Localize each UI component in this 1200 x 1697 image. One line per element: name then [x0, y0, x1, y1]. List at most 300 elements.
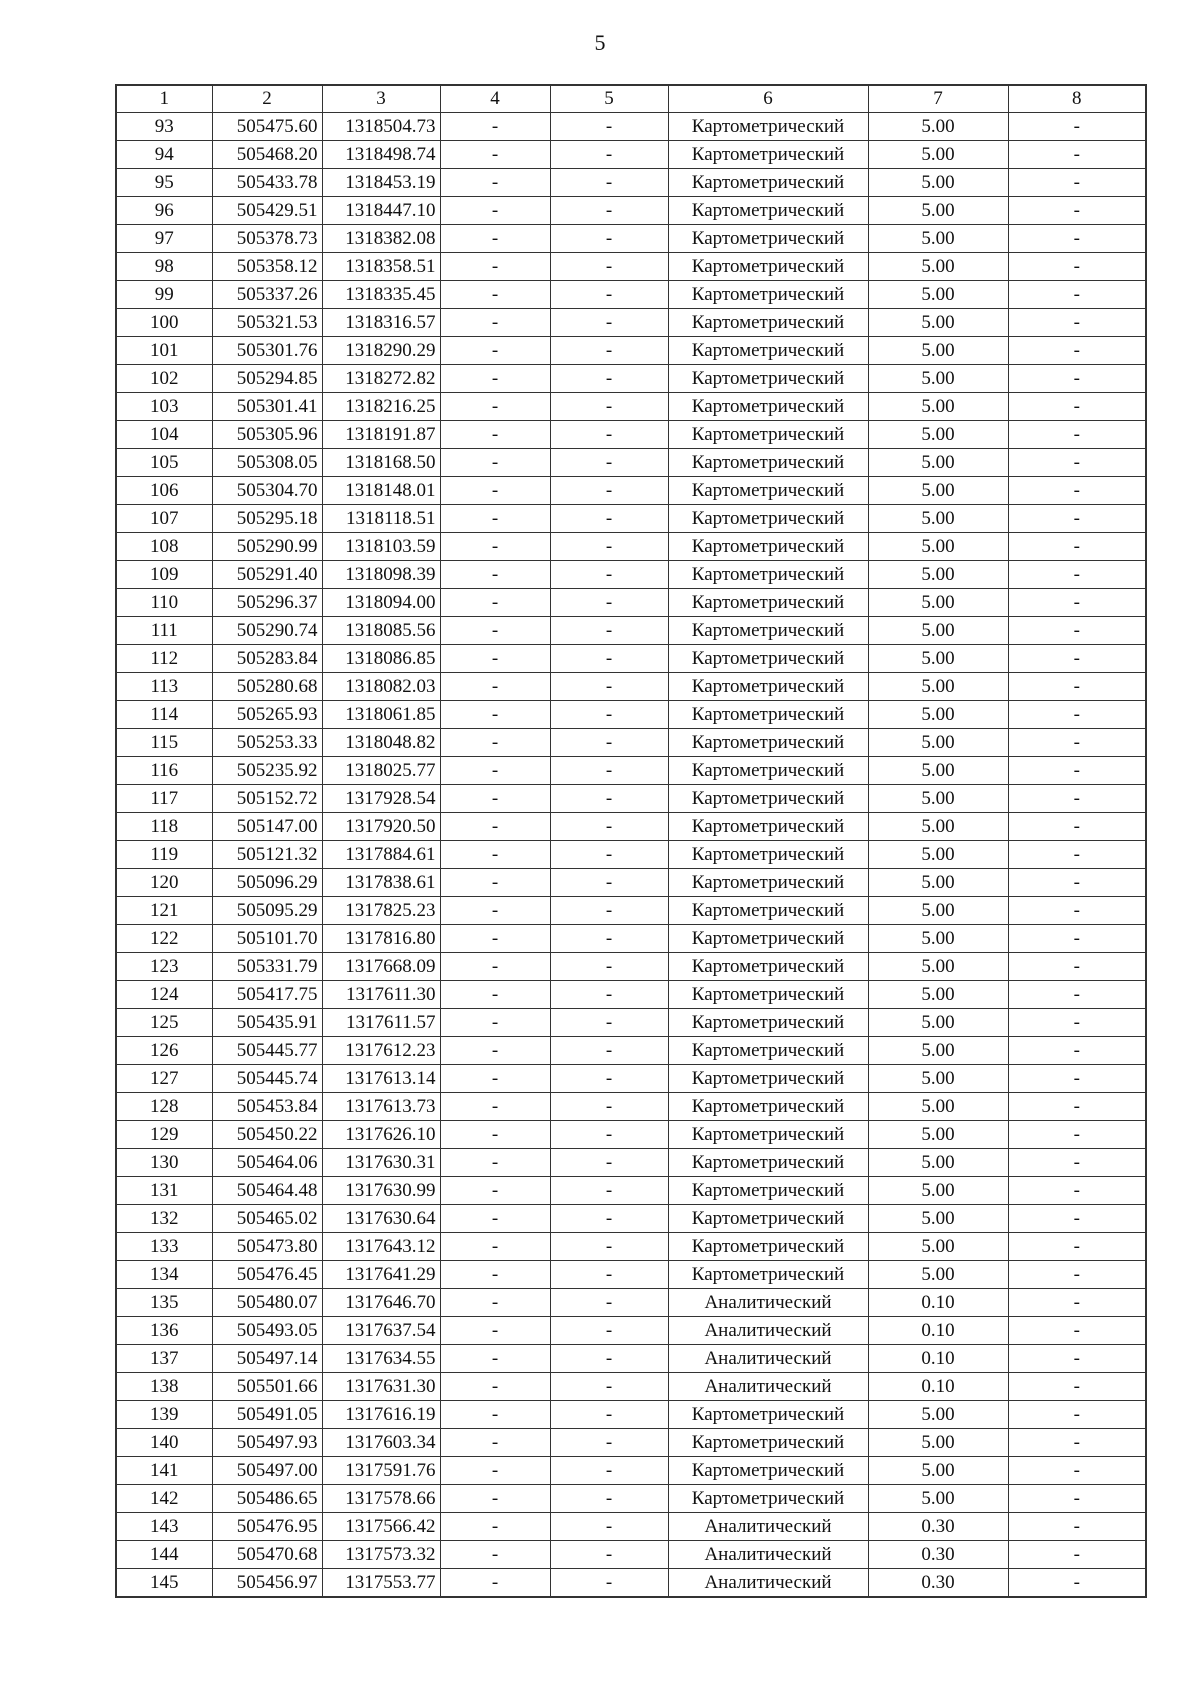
x-coordinate-cell: 505152.72	[212, 785, 322, 813]
point-number-cell: 127	[116, 1065, 212, 1093]
method-cell: Картометрический	[668, 1401, 868, 1429]
x-coordinate-cell: 505450.22	[212, 1121, 322, 1149]
method-cell: Аналитический	[668, 1541, 868, 1569]
point-number-cell: 112	[116, 645, 212, 673]
y-coordinate-cell: 1317630.64	[322, 1205, 440, 1233]
point-number-cell: 116	[116, 757, 212, 785]
method-cell: Картометрический	[668, 645, 868, 673]
accuracy-cell: 5.00	[868, 1093, 1008, 1121]
x-coordinate-cell: 505417.75	[212, 981, 322, 1009]
method-cell: Аналитический	[668, 1289, 868, 1317]
x-coordinate-cell: 505497.00	[212, 1457, 322, 1485]
x-coordinate-cell: 505308.05	[212, 449, 322, 477]
y-coordinate-cell: 1318025.77	[322, 757, 440, 785]
y-coordinate-cell: 1317613.14	[322, 1065, 440, 1093]
col4-cell: -	[440, 561, 550, 589]
col4-cell: -	[440, 729, 550, 757]
x-coordinate-cell: 505501.66	[212, 1373, 322, 1401]
table-row	[116, 533, 1146, 561]
x-coordinate-cell: 505476.95	[212, 1513, 322, 1541]
table-row	[116, 1541, 1146, 1569]
col8-cell: -	[1008, 1037, 1146, 1065]
col4-cell: -	[440, 1205, 550, 1233]
method-cell: Картометрический	[668, 309, 868, 337]
table-row	[116, 757, 1146, 785]
col8-cell: -	[1008, 617, 1146, 645]
y-coordinate-cell: 1318358.51	[322, 253, 440, 281]
method-cell: Картометрический	[668, 1233, 868, 1261]
col8-cell: -	[1008, 337, 1146, 365]
table-body	[116, 113, 1146, 1598]
method-cell: Картометрический	[668, 533, 868, 561]
point-number-cell: 142	[116, 1485, 212, 1513]
point-number-cell: 138	[116, 1373, 212, 1401]
col8-cell: -	[1008, 1457, 1146, 1485]
table-row	[116, 1569, 1146, 1598]
x-coordinate-cell: 505321.53	[212, 309, 322, 337]
x-coordinate-cell: 505294.85	[212, 365, 322, 393]
method-cell: Картометрический	[668, 785, 868, 813]
table-row	[116, 1037, 1146, 1065]
header-cell: 2	[212, 85, 322, 113]
y-coordinate-cell: 1318272.82	[322, 365, 440, 393]
y-coordinate-cell: 1318316.57	[322, 309, 440, 337]
col5-cell: -	[550, 1065, 668, 1093]
x-coordinate-cell: 505378.73	[212, 225, 322, 253]
point-number-cell: 110	[116, 589, 212, 617]
col4-cell: -	[440, 1373, 550, 1401]
y-coordinate-cell: 1317637.54	[322, 1317, 440, 1345]
col8-cell: -	[1008, 729, 1146, 757]
y-coordinate-cell: 1318191.87	[322, 421, 440, 449]
accuracy-cell: 5.00	[868, 309, 1008, 337]
accuracy-cell: 5.00	[868, 449, 1008, 477]
col5-cell: -	[550, 1569, 668, 1598]
col5-cell: -	[550, 1457, 668, 1485]
x-coordinate-cell: 505253.33	[212, 729, 322, 757]
y-coordinate-cell: 1317643.12	[322, 1233, 440, 1261]
y-coordinate-cell: 1317611.30	[322, 981, 440, 1009]
method-cell: Картометрический	[668, 701, 868, 729]
x-coordinate-cell: 505453.84	[212, 1093, 322, 1121]
col4-cell: -	[440, 1401, 550, 1429]
col4-cell: -	[440, 981, 550, 1009]
accuracy-cell: 5.00	[868, 869, 1008, 897]
y-coordinate-cell: 1318048.82	[322, 729, 440, 757]
coordinates-table	[115, 84, 1147, 1598]
y-coordinate-cell: 1317816.80	[322, 925, 440, 953]
method-cell: Картометрический	[668, 113, 868, 141]
table-row	[116, 673, 1146, 701]
method-cell: Картометрический	[668, 1177, 868, 1205]
col4-cell: -	[440, 869, 550, 897]
y-coordinate-cell: 1318382.08	[322, 225, 440, 253]
table-row	[116, 365, 1146, 393]
method-cell: Картометрический	[668, 281, 868, 309]
col5-cell: -	[550, 1233, 668, 1261]
col8-cell: -	[1008, 953, 1146, 981]
y-coordinate-cell: 1317825.23	[322, 897, 440, 925]
accuracy-cell: 5.00	[868, 365, 1008, 393]
col5-cell: -	[550, 197, 668, 225]
y-coordinate-cell: 1317616.19	[322, 1401, 440, 1429]
accuracy-cell: 5.00	[868, 169, 1008, 197]
col8-cell: -	[1008, 785, 1146, 813]
col5-cell: -	[550, 1009, 668, 1037]
col5-cell: -	[550, 309, 668, 337]
x-coordinate-cell: 505358.12	[212, 253, 322, 281]
y-coordinate-cell: 1318082.03	[322, 673, 440, 701]
header-cell: 7	[868, 85, 1008, 113]
col8-cell: -	[1008, 981, 1146, 1009]
accuracy-cell: 0.30	[868, 1541, 1008, 1569]
point-number-cell: 125	[116, 1009, 212, 1037]
table-row	[116, 169, 1146, 197]
point-number-cell: 99	[116, 281, 212, 309]
table-row	[116, 309, 1146, 337]
point-number-cell: 97	[116, 225, 212, 253]
method-cell: Картометрический	[668, 169, 868, 197]
point-number-cell: 135	[116, 1289, 212, 1317]
col4-cell: -	[440, 197, 550, 225]
accuracy-cell: 5.00	[868, 729, 1008, 757]
table-row	[116, 645, 1146, 673]
col8-cell: -	[1008, 1121, 1146, 1149]
col8-cell: -	[1008, 589, 1146, 617]
col5-cell: -	[550, 1485, 668, 1513]
y-coordinate-cell: 1317634.55	[322, 1345, 440, 1373]
method-cell: Картометрический	[668, 925, 868, 953]
col8-cell: -	[1008, 197, 1146, 225]
point-number-cell: 136	[116, 1317, 212, 1345]
table-row	[116, 1513, 1146, 1541]
accuracy-cell: 5.00	[868, 1065, 1008, 1093]
col5-cell: -	[550, 421, 668, 449]
col4-cell: -	[440, 1541, 550, 1569]
col8-cell: -	[1008, 897, 1146, 925]
col8-cell: -	[1008, 1065, 1146, 1093]
col4-cell: -	[440, 1513, 550, 1541]
col8-cell: -	[1008, 309, 1146, 337]
method-cell: Картометрический	[668, 1037, 868, 1065]
table-row	[116, 925, 1146, 953]
col8-cell: -	[1008, 1485, 1146, 1513]
x-coordinate-cell: 505121.32	[212, 841, 322, 869]
table-row	[116, 785, 1146, 813]
method-cell: Картометрический	[668, 1065, 868, 1093]
col8-cell: -	[1008, 1429, 1146, 1457]
accuracy-cell: 5.00	[868, 477, 1008, 505]
col5-cell: -	[550, 1541, 668, 1569]
point-number-cell: 130	[116, 1149, 212, 1177]
method-cell: Картометрический	[668, 561, 868, 589]
col4-cell: -	[440, 1429, 550, 1457]
table-row	[116, 1149, 1146, 1177]
point-number-cell: 105	[116, 449, 212, 477]
col8-cell: -	[1008, 365, 1146, 393]
x-coordinate-cell: 505456.97	[212, 1569, 322, 1598]
accuracy-cell: 5.00	[868, 197, 1008, 225]
point-number-cell: 121	[116, 897, 212, 925]
y-coordinate-cell: 1317611.57	[322, 1009, 440, 1037]
col4-cell: -	[440, 505, 550, 533]
table-row	[116, 869, 1146, 897]
col5-cell: -	[550, 1149, 668, 1177]
col4-cell: -	[440, 1317, 550, 1345]
accuracy-cell: 5.00	[868, 701, 1008, 729]
col8-cell: -	[1008, 1093, 1146, 1121]
table-row	[116, 449, 1146, 477]
y-coordinate-cell: 1318085.56	[322, 617, 440, 645]
accuracy-cell: 5.00	[868, 505, 1008, 533]
x-coordinate-cell: 505445.77	[212, 1037, 322, 1065]
accuracy-cell: 5.00	[868, 141, 1008, 169]
header-cell: 8	[1008, 85, 1146, 113]
col4-cell: -	[440, 953, 550, 981]
col4-cell: -	[440, 421, 550, 449]
method-cell: Аналитический	[668, 1345, 868, 1373]
table-row	[116, 561, 1146, 589]
accuracy-cell: 5.00	[868, 1037, 1008, 1065]
x-coordinate-cell: 505147.00	[212, 813, 322, 841]
method-cell: Картометрический	[668, 253, 868, 281]
point-number-cell: 115	[116, 729, 212, 757]
col5-cell: -	[550, 1261, 668, 1289]
y-coordinate-cell: 1317838.61	[322, 869, 440, 897]
col8-cell: -	[1008, 1261, 1146, 1289]
col5-cell: -	[550, 1373, 668, 1401]
method-cell: Картометрический	[668, 757, 868, 785]
y-coordinate-cell: 1318335.45	[322, 281, 440, 309]
x-coordinate-cell: 505280.68	[212, 673, 322, 701]
method-cell: Картометрический	[668, 477, 868, 505]
x-coordinate-cell: 505305.96	[212, 421, 322, 449]
col4-cell: -	[440, 449, 550, 477]
col4-cell: -	[440, 113, 550, 141]
col4-cell: -	[440, 1065, 550, 1093]
method-cell: Картометрический	[668, 1457, 868, 1485]
accuracy-cell: 5.00	[868, 897, 1008, 925]
point-number-cell: 139	[116, 1401, 212, 1429]
accuracy-cell: 5.00	[868, 813, 1008, 841]
point-number-cell: 101	[116, 337, 212, 365]
method-cell: Аналитический	[668, 1317, 868, 1345]
method-cell: Картометрический	[668, 841, 868, 869]
col5-cell: -	[550, 1429, 668, 1457]
accuracy-cell: 5.00	[868, 253, 1008, 281]
accuracy-cell: 5.00	[868, 337, 1008, 365]
col8-cell: -	[1008, 1009, 1146, 1037]
x-coordinate-cell: 505435.91	[212, 1009, 322, 1037]
y-coordinate-cell: 1317631.30	[322, 1373, 440, 1401]
x-coordinate-cell: 505433.78	[212, 169, 322, 197]
point-number-cell: 134	[116, 1261, 212, 1289]
col8-cell: -	[1008, 505, 1146, 533]
x-coordinate-cell: 505331.79	[212, 953, 322, 981]
table-row	[116, 617, 1146, 645]
accuracy-cell: 5.00	[868, 757, 1008, 785]
point-number-cell: 133	[116, 1233, 212, 1261]
col8-cell: -	[1008, 673, 1146, 701]
point-number-cell: 100	[116, 309, 212, 337]
col5-cell: -	[550, 757, 668, 785]
accuracy-cell: 5.00	[868, 1233, 1008, 1261]
y-coordinate-cell: 1318086.85	[322, 645, 440, 673]
x-coordinate-cell: 505295.18	[212, 505, 322, 533]
point-number-cell: 124	[116, 981, 212, 1009]
table-row	[116, 813, 1146, 841]
col8-cell: -	[1008, 449, 1146, 477]
x-coordinate-cell: 505283.84	[212, 645, 322, 673]
accuracy-cell: 5.00	[868, 421, 1008, 449]
col4-cell: -	[440, 1177, 550, 1205]
col5-cell: -	[550, 1401, 668, 1429]
col8-cell: -	[1008, 645, 1146, 673]
table-row	[116, 225, 1146, 253]
y-coordinate-cell: 1317630.99	[322, 1177, 440, 1205]
col5-cell: -	[550, 897, 668, 925]
table-row	[116, 1205, 1146, 1233]
col5-cell: -	[550, 281, 668, 309]
y-coordinate-cell: 1318148.01	[322, 477, 440, 505]
col4-cell: -	[440, 225, 550, 253]
table-row	[116, 953, 1146, 981]
accuracy-cell: 5.00	[868, 561, 1008, 589]
accuracy-cell: 5.00	[868, 841, 1008, 869]
method-cell: Картометрический	[668, 505, 868, 533]
point-number-cell: 126	[116, 1037, 212, 1065]
point-number-cell: 102	[116, 365, 212, 393]
accuracy-cell: 0.10	[868, 1373, 1008, 1401]
table-row	[116, 1401, 1146, 1429]
accuracy-cell: 5.00	[868, 113, 1008, 141]
col4-cell: -	[440, 645, 550, 673]
header-row	[116, 85, 1146, 113]
col5-cell: -	[550, 1177, 668, 1205]
col4-cell: -	[440, 365, 550, 393]
accuracy-cell: 5.00	[868, 925, 1008, 953]
col4-cell: -	[440, 813, 550, 841]
y-coordinate-cell: 1317626.10	[322, 1121, 440, 1149]
y-coordinate-cell: 1317668.09	[322, 953, 440, 981]
x-coordinate-cell: 505476.45	[212, 1261, 322, 1289]
col8-cell: -	[1008, 1345, 1146, 1373]
method-cell: Картометрический	[668, 729, 868, 757]
table-row	[116, 505, 1146, 533]
page-number: 5	[594, 30, 606, 55]
point-number-cell: 111	[116, 617, 212, 645]
col5-cell: -	[550, 365, 668, 393]
col5-cell: -	[550, 981, 668, 1009]
col5-cell: -	[550, 1317, 668, 1345]
method-cell: Картометрический	[668, 393, 868, 421]
table-row	[116, 1121, 1146, 1149]
accuracy-cell: 0.30	[868, 1569, 1008, 1598]
x-coordinate-cell: 505497.14	[212, 1345, 322, 1373]
accuracy-cell: 5.00	[868, 953, 1008, 981]
col5-cell: -	[550, 393, 668, 421]
method-cell: Картометрический	[668, 981, 868, 1009]
col4-cell: -	[440, 1457, 550, 1485]
x-coordinate-cell: 505265.93	[212, 701, 322, 729]
col8-cell: -	[1008, 701, 1146, 729]
table-row	[116, 1233, 1146, 1261]
col8-cell: -	[1008, 1289, 1146, 1317]
table-row	[116, 1317, 1146, 1345]
col4-cell: -	[440, 701, 550, 729]
point-number-cell: 117	[116, 785, 212, 813]
method-cell: Картометрический	[668, 673, 868, 701]
header-cell: 5	[550, 85, 668, 113]
y-coordinate-cell: 1317578.66	[322, 1485, 440, 1513]
point-number-cell: 122	[116, 925, 212, 953]
col8-cell: -	[1008, 1149, 1146, 1177]
col5-cell: -	[550, 1121, 668, 1149]
col5-cell: -	[550, 869, 668, 897]
point-number-cell: 104	[116, 421, 212, 449]
accuracy-cell: 5.00	[868, 645, 1008, 673]
y-coordinate-cell: 1317630.31	[322, 1149, 440, 1177]
x-coordinate-cell: 505491.05	[212, 1401, 322, 1429]
method-cell: Картометрический	[668, 813, 868, 841]
col8-cell: -	[1008, 477, 1146, 505]
method-cell: Картометрический	[668, 1205, 868, 1233]
accuracy-cell: 5.00	[868, 225, 1008, 253]
table-row	[116, 1177, 1146, 1205]
col4-cell: -	[440, 1009, 550, 1037]
col4-cell: -	[440, 1037, 550, 1065]
table-row	[116, 1429, 1146, 1457]
table-row	[116, 113, 1146, 141]
x-coordinate-cell: 505473.80	[212, 1233, 322, 1261]
table-row	[116, 393, 1146, 421]
point-number-cell: 95	[116, 169, 212, 197]
y-coordinate-cell: 1318094.00	[322, 589, 440, 617]
y-coordinate-cell: 1317884.61	[322, 841, 440, 869]
col5-cell: -	[550, 505, 668, 533]
point-number-cell: 131	[116, 1177, 212, 1205]
point-number-cell: 123	[116, 953, 212, 981]
table-row	[116, 841, 1146, 869]
point-number-cell: 132	[116, 1205, 212, 1233]
x-coordinate-cell: 505291.40	[212, 561, 322, 589]
col8-cell: -	[1008, 869, 1146, 897]
col4-cell: -	[440, 1093, 550, 1121]
col4-cell: -	[440, 925, 550, 953]
x-coordinate-cell: 505096.29	[212, 869, 322, 897]
table-row	[116, 1485, 1146, 1513]
method-cell: Аналитический	[668, 1373, 868, 1401]
col5-cell: -	[550, 141, 668, 169]
method-cell: Картометрический	[668, 197, 868, 225]
table-row	[116, 1289, 1146, 1317]
table-row	[116, 1373, 1146, 1401]
point-number-cell: 137	[116, 1345, 212, 1373]
table-row	[116, 477, 1146, 505]
point-number-cell: 140	[116, 1429, 212, 1457]
col8-cell: -	[1008, 393, 1146, 421]
accuracy-cell: 0.30	[868, 1513, 1008, 1541]
col5-cell: -	[550, 1037, 668, 1065]
col5-cell: -	[550, 225, 668, 253]
col8-cell: -	[1008, 281, 1146, 309]
col5-cell: -	[550, 169, 668, 197]
accuracy-cell: 5.00	[868, 1121, 1008, 1149]
point-number-cell: 114	[116, 701, 212, 729]
x-coordinate-cell: 505493.05	[212, 1317, 322, 1345]
col5-cell: -	[550, 113, 668, 141]
table-row	[116, 141, 1146, 169]
